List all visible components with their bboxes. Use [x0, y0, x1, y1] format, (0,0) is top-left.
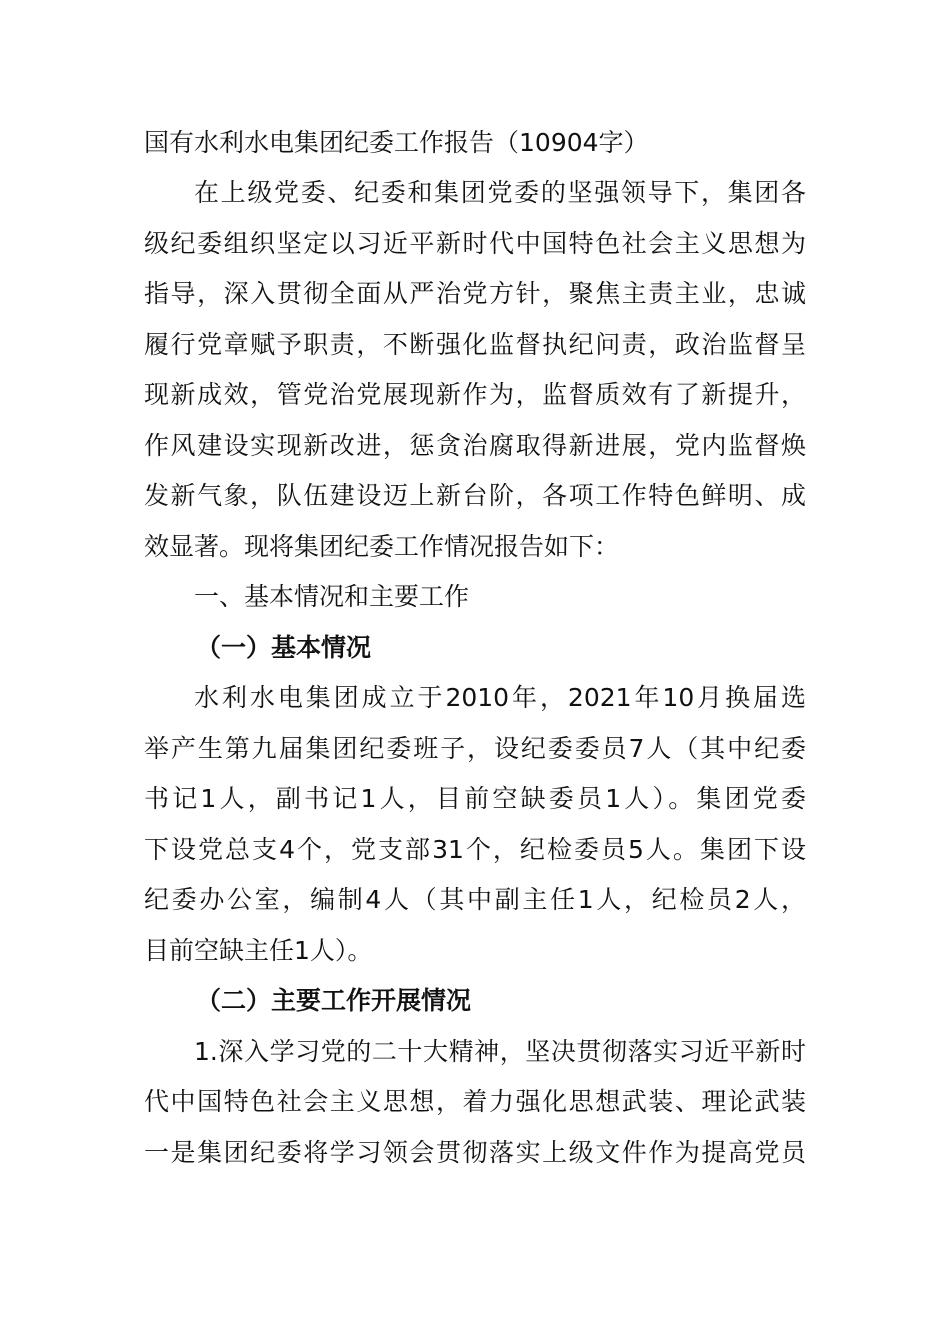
intro-line-1: 在上级党委、纪委和集团党委的坚强领导下，集团各 — [194, 178, 806, 207]
subsection-1-heading: （一）基本情况 — [196, 633, 372, 662]
subsection-2-heading: （二）主要工作开展情况 — [196, 986, 472, 1015]
intro-line-4: 履行党章赋予职责，不断强化监督执纪问责，政治监督呈 — [144, 330, 806, 359]
basic-line-4: 下设党总支4个，党支部31个，纪检委员5人。集团下设 — [144, 835, 806, 864]
intro-line-2: 级纪委组织坚定以习近平新时代中国特色社会主义思想为 — [144, 229, 806, 258]
intro-line-3: 指导，深入贯彻全面从严治党方针，聚焦主责主业，忠诚 — [144, 279, 806, 308]
basic-line-5: 纪委办公室，编制4人（其中副主任1人，纪检员2人， — [144, 885, 806, 914]
intro-line-5: 现新成效，管党治党展现新作为，监督质效有了新提升， — [144, 380, 806, 409]
work-line-1: 1.深入学习党的二十大精神，坚决贯彻落实习近平新时 — [194, 1037, 806, 1066]
intro-line-8: 效显著。现将集团纪委工作情况报告如下： — [144, 532, 620, 561]
basic-line-2: 举产生第九届集团纪委班子，设纪委委员7人（其中纪委 — [144, 734, 806, 763]
intro-line-7: 发新气象，队伍建设迈上新台阶，各项工作特色鲜明、成 — [144, 481, 806, 510]
section-1-heading: 一、基本情况和主要工作 — [194, 582, 470, 611]
basic-line-6: 目前空缺主任1人）。 — [144, 936, 373, 965]
document-title: 国有水利水电集团纪委工作报告（10904字） — [144, 128, 649, 157]
intro-line-6: 作风建设实现新改进，惩贪治腐取得新进展，党内监督焕 — [144, 431, 806, 460]
basic-line-3: 书记1人，副书记1人，目前空缺委员1人）。集团党委 — [144, 784, 806, 813]
work-line-2: 代中国特色社会主义思想，着力强化思想武装、理论武装 — [144, 1087, 806, 1116]
basic-line-1: 水利水电集团成立于2010年，2021年10月换届选 — [194, 683, 806, 712]
work-line-3: 一是集团纪委将学习领会贯彻落实上级文件作为提高党员 — [144, 1138, 806, 1167]
